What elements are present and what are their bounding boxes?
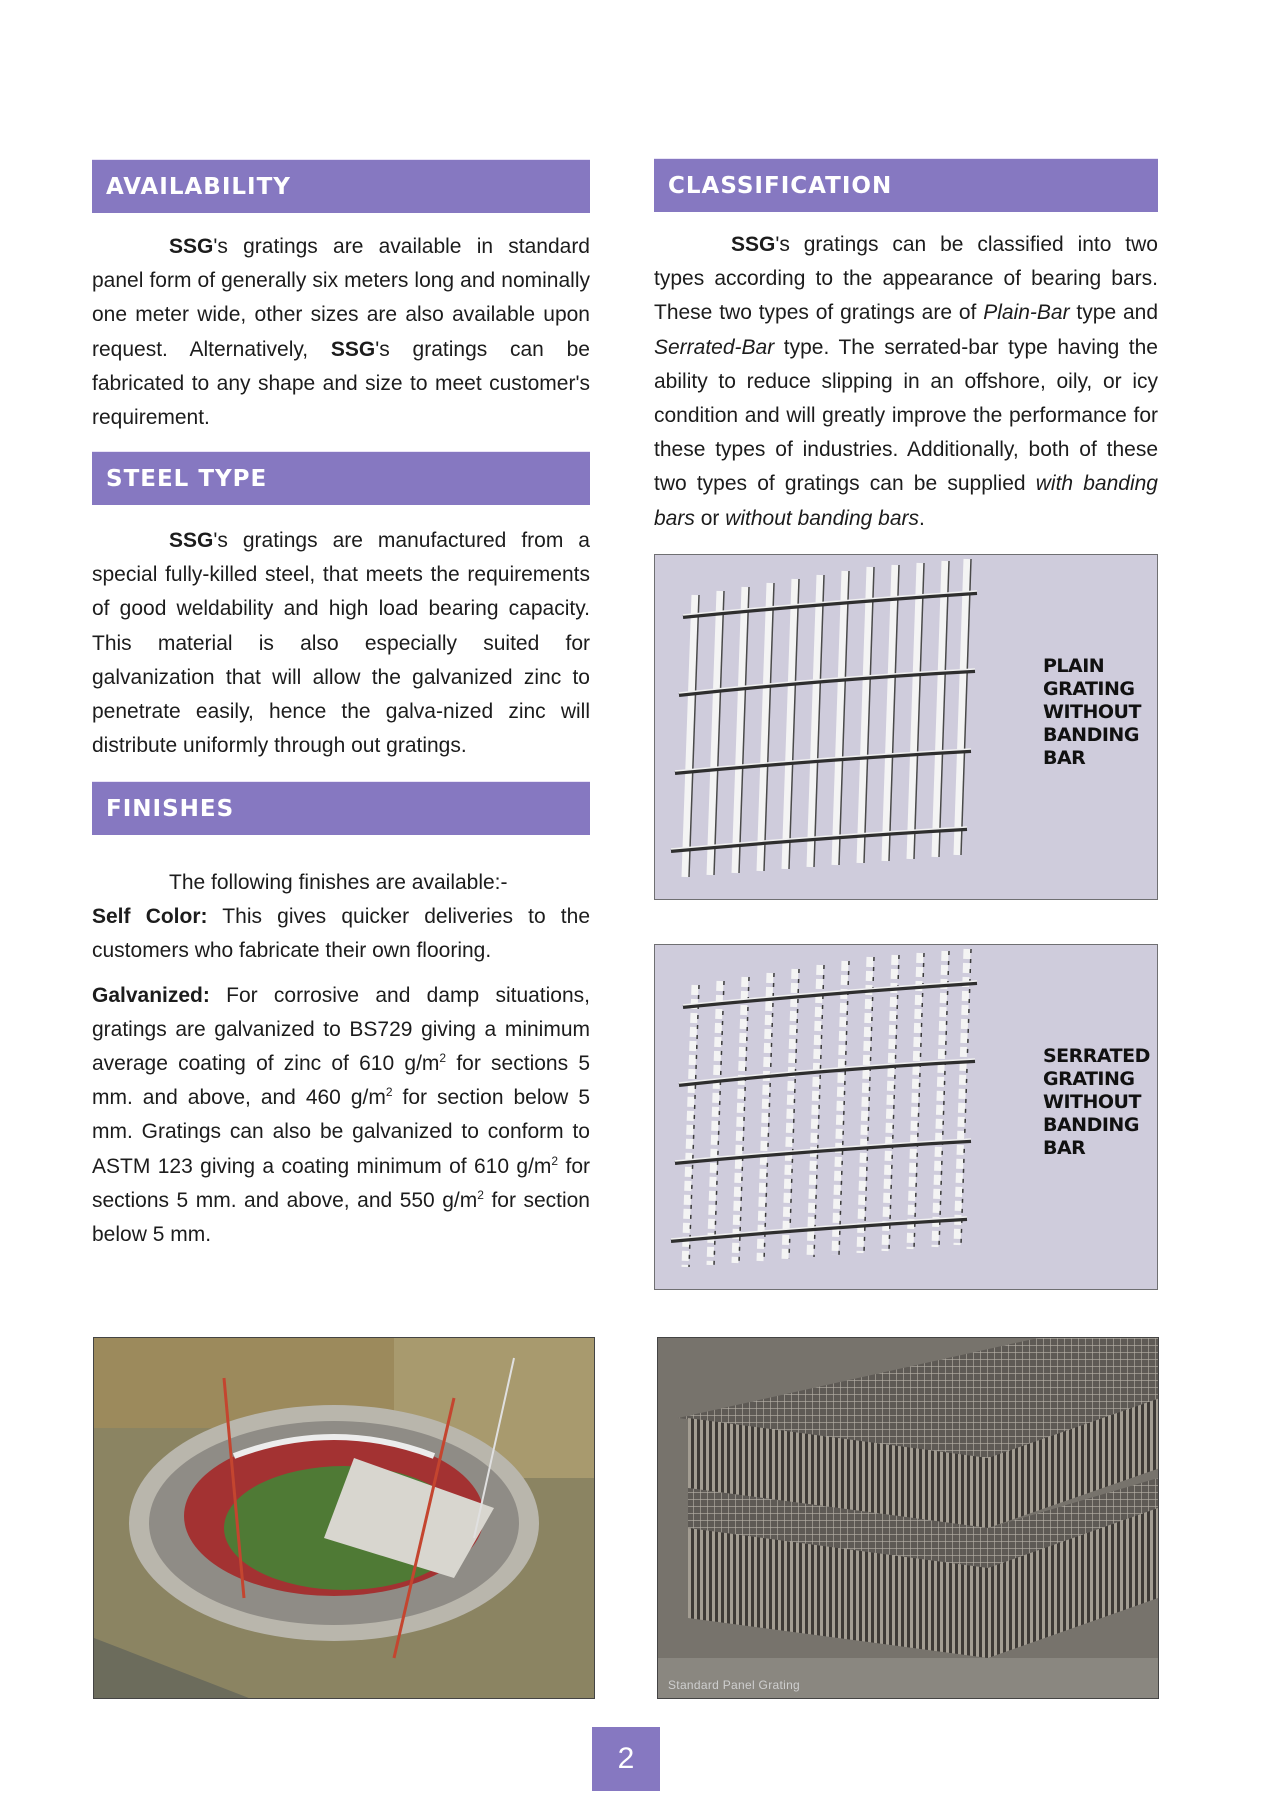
- brand-name: SSG: [169, 235, 214, 258]
- galv-c: for section below 5 mm. Gratings can also be galvanized to conform to ASTM 123 giving a coating minimum of 610 g/m: [92, 1086, 590, 1178]
- class-e: .: [919, 506, 925, 530]
- with-banding-term: with banding bars: [654, 472, 1158, 530]
- galv-a: For corrosive and damp situations, gratings are galvanized to BS729 giving a minimum average coating of zinc of 610 g/m: [92, 983, 590, 1076]
- steel-type-text-a: 's gratings are manufactured from a special fully-killed steel, that meets the requirements of good weldability and high load bearing capacity. This material is also especially suited for galvanization that will allow the galvanized zinc to penetrate easily, hence the galva-nized zinc will distribute uniformly through out gratings.: [92, 529, 590, 758]
- panel-grating-illustration: [658, 1338, 1159, 1699]
- plain-grating-figure: [654, 554, 1158, 900]
- galv-d: for sections 5 mm. and above, and 550 g/m: [92, 1154, 590, 1212]
- sup-2: 2: [439, 1051, 447, 1066]
- steel-type-heading: STEEL TYPE: [92, 451, 590, 505]
- brand-name: SSG: [330, 337, 376, 361]
- self-color-label: Self Color:: [92, 905, 208, 929]
- serrated-grating-label: SERRATED GRATING WITHOUT BANDING BAR: [1043, 1045, 1150, 1159]
- photo-caption: Standard Panel Grating: [668, 1678, 801, 1692]
- finishes-text: [92, 866, 590, 1252]
- brand-name: SSG: [731, 233, 776, 256]
- galv-e: for section below 5 mm.: [92, 1188, 590, 1247]
- galvanized-label: Galvanized:: [92, 983, 210, 1007]
- without-banding-term: without banding bars: [725, 506, 920, 530]
- panel-grating-photo: [657, 1337, 1159, 1699]
- class-d: or: [694, 506, 726, 530]
- availability-text-a: 's gratings are available in standard panel form of generally six meters long and nominally one meter wide, other sizes are also available upon request. Alternatively,: [92, 235, 590, 361]
- serrated-bar-term: Serrated-Bar: [654, 335, 775, 359]
- serrated-grating-illustration: [655, 945, 1035, 1290]
- plain-bar-term: Plain-Bar: [983, 301, 1070, 325]
- serrated-grating-figure: [654, 944, 1158, 1290]
- classification-heading: CLASSIFICATION: [654, 158, 1158, 212]
- finishes-intro: The following finishes are available:-: [169, 871, 508, 894]
- steel-type-text: [92, 524, 590, 763]
- classification-text: [654, 228, 1158, 536]
- plain-grating-label: PLAIN GRATING WITHOUT BANDING BAR: [1043, 655, 1141, 769]
- stadium-photo: [93, 1337, 595, 1699]
- galv-b: for sections 5 mm. and above, and 460 g/m: [92, 1052, 591, 1110]
- sup-2: 2: [385, 1085, 393, 1100]
- class-b: type and: [1069, 301, 1159, 325]
- plain-grating-illustration: [655, 555, 1035, 900]
- availability-text: [92, 230, 590, 435]
- sup-2: 2: [477, 1187, 484, 1202]
- stadium-illustration: [94, 1338, 595, 1699]
- page-number: 2: [592, 1727, 660, 1791]
- brand-name: SSG: [169, 529, 214, 552]
- class-c: type. The serrated-bar type having the ability to reduce slipping in an offshore, oily, or icy condition and will greatly improve the performance for these types of industries. Additionally, both of these two types of gratings can be supplied: [654, 335, 1158, 496]
- sup-2: 2: [551, 1153, 559, 1168]
- finishes-heading: FINISHES: [92, 781, 590, 835]
- self-color-text: This gives quicker deliveries to the customers who fabricate their own flooring.: [92, 905, 590, 963]
- availability-heading: AVAILABILITY: [92, 159, 590, 213]
- class-a: 's gratings can be classified into two types according to the appearance of bearing bars. These two types of gratings are of: [654, 233, 1158, 325]
- availability-text-b: 's gratings can be fabricated to any shape and size to meet customer's requirement.: [92, 337, 590, 430]
